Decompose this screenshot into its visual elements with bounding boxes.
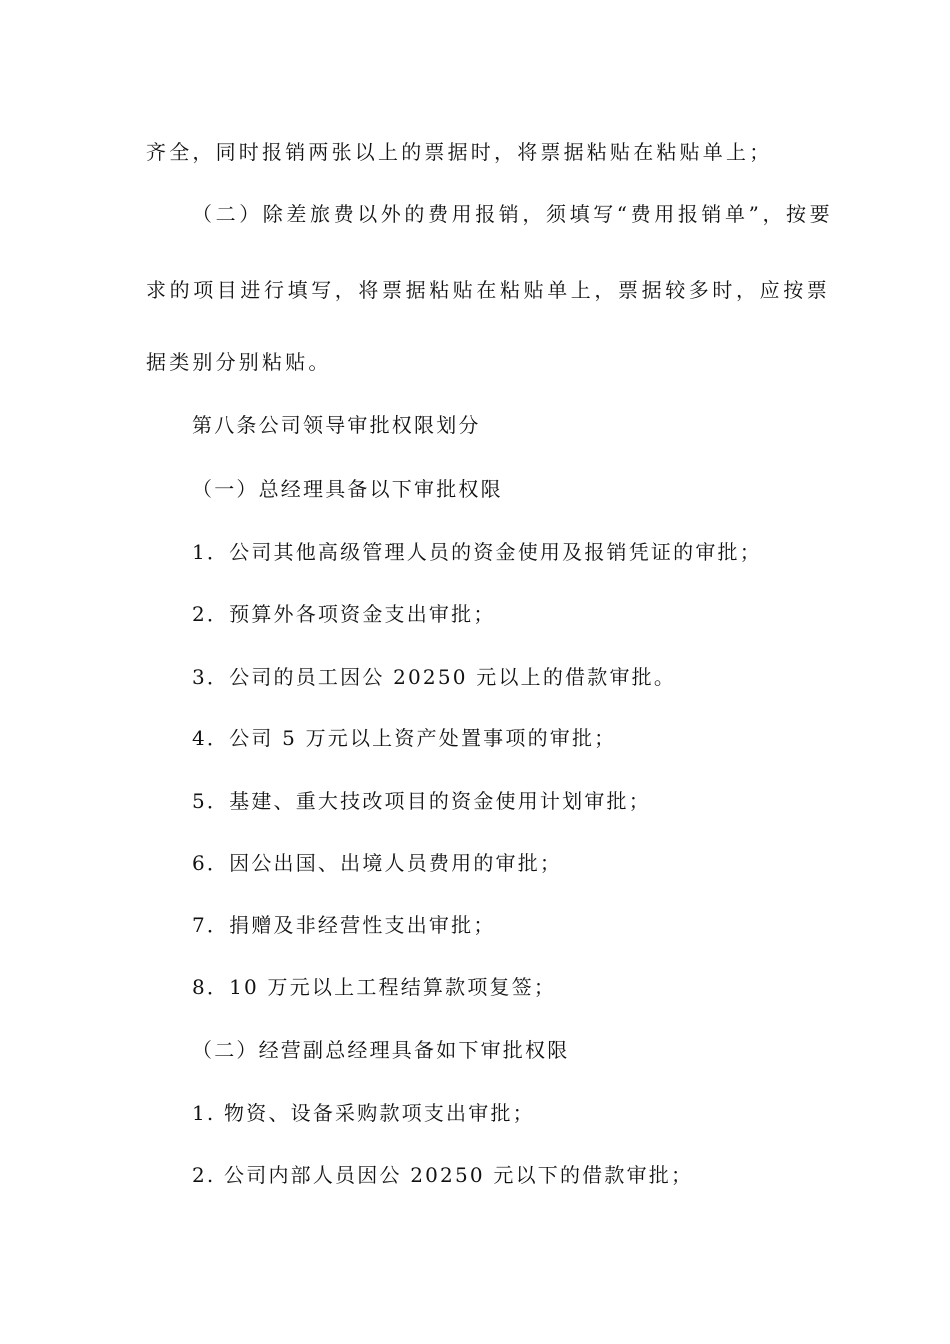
list-item: 2. 公司内部人员因公 20250 元以下的借款审批； — [192, 1163, 694, 1187]
paragraph-line: 求的项目进行填写，将票据粘贴在粘贴单上，票据较多时，应按票 — [146, 278, 831, 302]
list-item: 4．公司 5 万元以上资产处置事项的审批； — [192, 726, 617, 750]
list-item: 1. 物资、设备采购款项支出审批； — [192, 1101, 535, 1125]
paragraph-line: 齐全，同时报销两张以上的票据时，将票据粘贴在粘贴单上； — [146, 140, 773, 164]
list-item: 1．公司其他高级管理人员的资金使用及报销凭证的审批； — [192, 540, 762, 564]
paragraph-line: （二）除差旅费以外的费用报销，须填写“费用报销单”，按要 — [192, 202, 834, 226]
list-item: 7．捐赠及非经营性支出审批； — [192, 913, 496, 937]
list-item: 6．因公出国、出境人员费用的审批； — [192, 851, 563, 875]
subsection-heading: （一）总经理具备以下审批权限 — [192, 477, 503, 501]
list-item: 2．预算外各项资金支出审批； — [192, 602, 496, 626]
subsection-heading: （二）经营副总经理具备如下审批权限 — [192, 1038, 570, 1062]
list-item: 5．基建、重大技改项目的资金使用计划审批； — [192, 789, 651, 813]
section-heading: 第八条公司领导审批权限划分 — [192, 413, 481, 437]
list-item: 3．公司的员工因公 20250 元以上的借款审批。 — [192, 665, 677, 689]
paragraph-line: 据类别分别粘贴。 — [146, 350, 332, 374]
list-item: 8．10 万元以上工程结算款项复签； — [192, 975, 557, 999]
